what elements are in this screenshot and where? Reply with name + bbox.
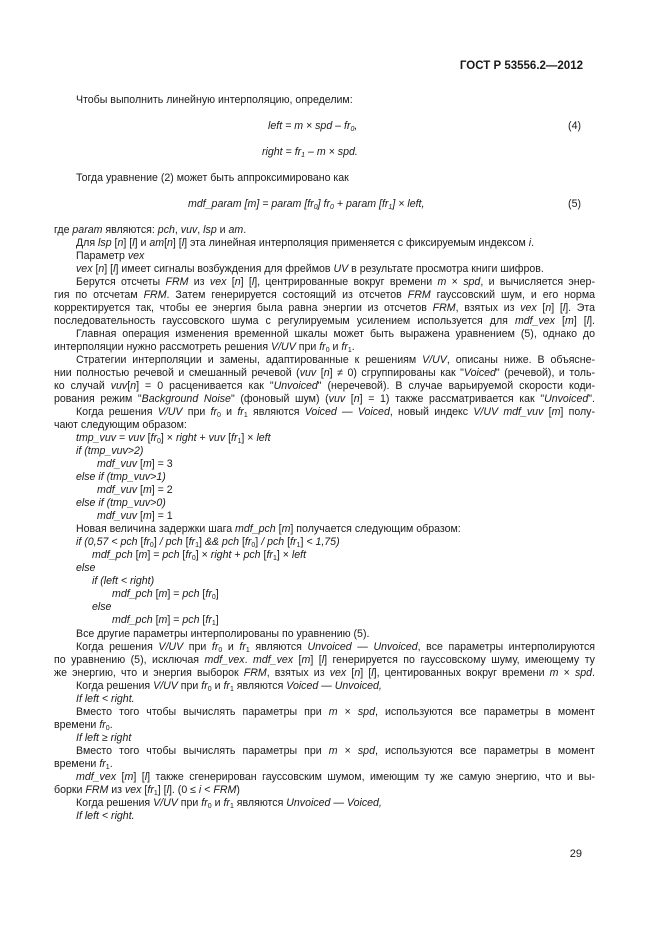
text-line: борки FRM из vex $[fr_1]$ [l]. (0 ≤ i < FRM) [54,784,240,797]
text-line: If left ≥ right [76,732,132,744]
text-line: if (tmp_vuv>2) [76,445,144,457]
text-line: Главная операция изменения временной шкалы может быть выражена уравнением (5), однако до [76,328,595,340]
text-line: Новая величина задержки шага mdf_pch [m] получается следующим образом: [76,523,461,535]
text-line: нии полностью речевой и смешанный речевой (vuv [n] ≠ 0) сгруппированы как "Voiced" (речевой), и толь- [54,367,595,379]
text-line: Когда решения V/UV при $fr_0$ и $fr_1$ являются Unvoiced — Voiced, [76,797,382,810]
text-line: по уравнению (5), исключая mdf_vex. mdf_vex [m] [l] генерируется по гауссовскому шуму, имеющему ту [54,654,595,666]
text-line: рования режим "Background Noise" (фоновый шум) (vuv [n] = 1) также рассматривается как "Unvoiced". [54,393,595,405]
text-line: Для lsp [n] [l] и am[n] [l] эта линейная интерполяция применяется с фиксируемым индексом i. [76,237,535,249]
document-header-code: ГОСТ Р 53556.2—2012 [459,60,583,72]
text-line: времени $fr_1$. [54,758,113,771]
text-line: Когда решения V/UV при $fr_0$ и $fr_1$ являются Voiced — Voiced, новый индекс V/UV mdf_vuv [m] полу- [76,406,596,419]
text-line: Все другие параметры интерполированы по уравнению (5). [76,628,370,640]
text-line: if (0,57 < pch $[fr_0]$ / pch $[fr_1]$ && pch $[fr_0]$ / pch $[fr_1] < 1,75$) [76,536,340,549]
text-line: mdf_vuv [m] = 3 [97,458,173,470]
text-line: mdf_pch [m] = pch $[fr_1]$ [112,614,219,627]
text-line: if (left < right) [92,575,155,587]
text-line: If left < right. [76,693,135,705]
equation-eq4b: right = $fr_1$ – m × spd. [262,146,358,159]
text-line: else if (tmp_vuv>1) [76,471,166,483]
text-line: Берутся отсчеты FRM из vex [n] [l], центрированные вокруг времени m × spd, и вычисляется энер- [76,276,595,288]
text-line: mdf_vex [m] [l] также сгенерирован гауссовским шумом, имеющим ту же самую энергию, что и вы- [76,771,595,783]
text-line: чают следующим образом: [54,419,187,431]
text-line: else [76,562,96,574]
equation-eq4a: left = m × spd – $fr_0$, [268,120,358,133]
text-line: mdf_vuv [m] = 1 [97,510,173,522]
text-line: else [92,601,112,613]
text-line: Чтобы выполнить линейную интерполяцию, определим: [76,94,353,106]
text-line: Вместо того чтобы вычислять параметры при m × spd, используются все параметры в момент [76,706,595,718]
text-line: Вместо того чтобы вычислять параметры при m × spd, используются все параметры в момент [76,745,595,757]
text-line: Тогда уравнение (2) может быть аппроксимировано как [76,172,349,184]
text-line: Когда решения V/UV при $fr_0$ и $fr_1$ являются Voiced — Unvoiced, [76,680,382,693]
text-line: Параметр vex [76,250,145,262]
text-line: mdf_pch [m] = pch $[fr_0]$ [112,588,219,601]
text-line: If left < right. [76,810,135,822]
text-line: гия по отсчетам FRM. Затем генерируется состоящий из отсчетов FRM гауссовский шум, и его норма [54,289,595,301]
text-line: else if (tmp_vuv>0) [76,497,166,509]
text-line: корректируется так, чтобы ее энергия была равна энергии из отсчетов FRM, взятых из vex [n] [l]. Эта [54,302,595,314]
text-line: где param являются: pch, vuv, lsp и am. [54,224,247,236]
text-line: mdf_vuv [m] = 2 [97,484,173,496]
text-line: ко случай vuv[n] = 0 расценивается как "Unvoiced" (неречевой). В случае варьируемой скорости коди- [54,380,596,392]
text-line: же энергию, что и энергия выборок FRM, взятых из vex [n] [l], центированных вокруг времени m × spd. [54,667,595,679]
text-line: vex [n] [l] имеет сигналы возбуждения для фреймов UV в результате просмотра книги шифров. [76,263,544,275]
text-line: tmp_vuv = vuv $[fr_0]$ × right + vuv $[fr_1]$ × left [76,432,271,445]
text-line: интерполяции нужно рассмотреть решения V/UV при $fr_0$ и $fr_1$. [54,341,355,354]
equation-number: (5) [568,198,581,210]
equation-eq5: mdf_param [m] = param $[fr_0] fr_0$ + param $[fr_1]$ × left, [188,198,425,211]
text-line: mdf_pch [m] = pch $[fr_0]$ × right + pch $[fr_1]$ × left [92,549,307,562]
equation-number: (4) [568,120,581,132]
text-line: Когда решения V/UV при $fr_0$ и $fr_1$ являются Unvoiced — Unvoiced, все параметры интерполируются [76,641,595,654]
page-number: 29 [569,848,582,860]
text-line: времени $fr_0$. [54,719,113,732]
text-line: последовательность гауссовского шума с регулируемым усилением используется для mdf_vex [m] [l]. [54,315,595,327]
text-line: Стратегии интерполяции и замены, адаптированные к решениям V/UV, описаны ниже. В объясне- [76,354,595,366]
